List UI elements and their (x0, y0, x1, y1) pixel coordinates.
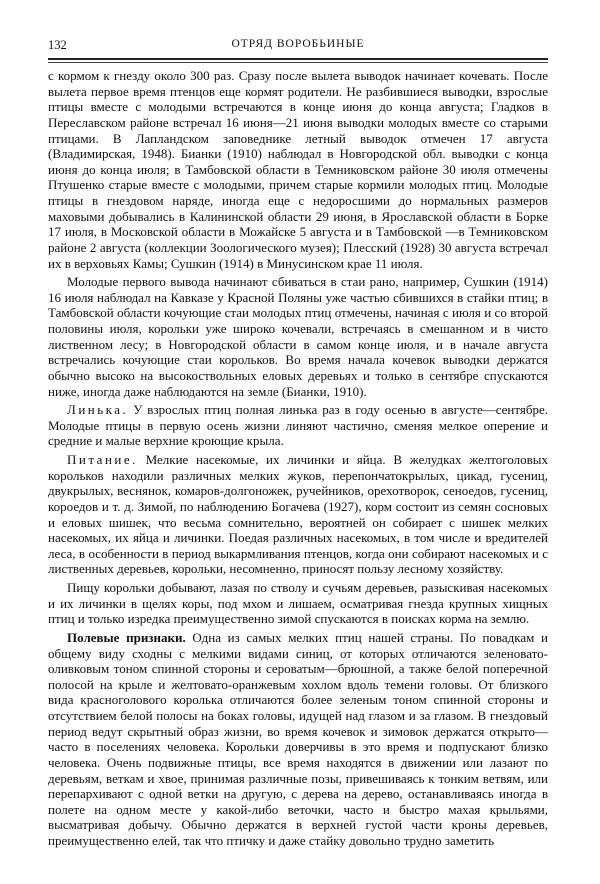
page-header (48, 38, 548, 56)
paragraph-molt (48, 402, 548, 449)
body-text (48, 68, 548, 852)
paragraph-field-marks (48, 630, 548, 849)
running-title: ОТРЯД ВОРОБЬИНЫЕ (231, 38, 365, 50)
section-lead-field-marks: Полевые признаки. (67, 629, 186, 645)
paragraph-diet (48, 452, 548, 577)
paragraph-field-marks-text: Одна из самых мелких птиц нашей страны. По повадкам и общему виду сходны с мелкими видами синиц, от которых отличаются зеленовато-оливковым тоном спинной стороны и сероватым—брюшной, а также белой поперечной полосой на крыле и желтовато-оранжевым хохлом вдоль темени головы. От близкого вида красноголового королька отличаются более зеленым тоном спинной стороны и отсутствием белой полосы на боках головы, идущей над глазом и за глазом. В гнездовый период ведут скрытный образ жизни, во время кочевок и зимовок держатся открыто—часто в поселениях человека. Корольки доверчивы в это время и подпускают близко человека. Очень подвижные птицы, все время находятся в движении или лазают по деревьям, веткам и хвое, принимая различные позы, привешиваясь к тонким ветвям, или перепархивают с одной ветки на другую, с дерева на дерево, останавливаясь иногда в полете на одном месте у какой-либо веточки, часто и быстро махая крыльями, высматривая добычу. Обычно держатся в верхней густой части кроны деревьев, преимущественно елей, так что птичку и даже стайку довольно трудно заметить (48, 629, 548, 848)
paragraph-flocks: Молодые первого вывода начинают сбиваться в стаи рано, например, Сушкин (1914) 16 июля наблюдал на Кавказе у Красной Поляны уже частью сбившихся в стайки птиц; в Тамбовской области кочующие стаи молодых птиц отмечены, начиная с июля и со второй половины июля, корольки уже широко кочевали, встречаясь в смешанном и в чисто лиственном лесу; в Новгородской области в самом конце июля, и в начале августа встречались кочующие стаи корольков. Во время начала кочевок выводки держатся обычно высоко на высокоствольных еловых деревьях и только в сентябре спускаются ниже, иногда даже наблюдаются на земле (Бианки, 1910). (48, 274, 548, 399)
section-lead-molt: Линька. (67, 402, 129, 418)
header-rule (48, 58, 548, 60)
paragraph-foraging: Пищу корольки добывают, лазая по стволу и сучьям деревьев, разыскивая насекомых и их личинки в щелях коры, под мхом и лишаем, осматривая гнезда крупных хищных птиц и только изредка преимущественно зимой спускаются в поисках корма на землю. (48, 580, 548, 627)
section-lead-diet: Питание. (67, 452, 138, 467)
page-number: 132 (48, 38, 67, 52)
paragraph-broods: с кормом к гнезду около 300 раз. Сразу после вылета выводок начинает кочевать. После вылета первое время птенцов еще кормят родители. Не разбившиеся выводки, взрослые птицы вместе с молодыми встречаются в конце июня до конца августа; Гладков в Переславском районе встречал 16 июня—21 июня выводки молодых вместе со старыми птицами. В Лапландском заповеднике летный выводок отмечен 17 августа (Владимирская, 1948). Бианки (1910) наблюдал в Новгородской обл. выводки с конца июня до конца июля; в Тамбовской области в Темниковском районе 30 июля отмечены Птушенко старые вместе с молодыми, причем старые кормили молодых птиц. Молодые птицы в гнездовом наряде, иногда еще с недоросшими до нормальных размеров маховыми добывались в Калининской области 29 июня, в Ярославской области в Борке 17 июля, в Московской области в Можайске 5 августа и в Тамбовской —в Темниковском районе 2 августа (коллекции Зоологического музея); Плесский (1928) 30 августа встречал их в верховьях Камы; Сушкин (1914) в Минусинском крае 11 июля. (48, 68, 548, 271)
paragraph-diet-text: Мелкие насекомые, их личинки и яйца. В желудках желтоголовых корольков находили различных мелких жуков, перепончатокрылых, цикад, гусениц, двукрылых, веснянок, комаров-долгоножек, ручейников, орехотворок, сеноедов, гусениц, короедов и т. д. Зимой, по наблюдению Богачева (1927), корм состоит из семян сосновых и еловых шишек, что весьма сомнительно, вероятней он собирает с шишек мелких насекомых, их яйца и личинки. Поедая различных насекомых, в том числе и вредителей леса, в особенности в период выкармливания птенцов, когда они собирают насекомых и с лиственных деревьев, корольки, несомненно, приносят пользу лесному хозяйству. (48, 452, 548, 577)
header-rule-thin (48, 62, 548, 63)
paragraph-molt-text: У взрослых птиц полная линька раз в году осенью в августе—сентябре. Молодые птицы в первую осень жизни линяют частично, сменяя мелкое оперение и средние и малые верхние кроющие крыла. (48, 402, 548, 449)
